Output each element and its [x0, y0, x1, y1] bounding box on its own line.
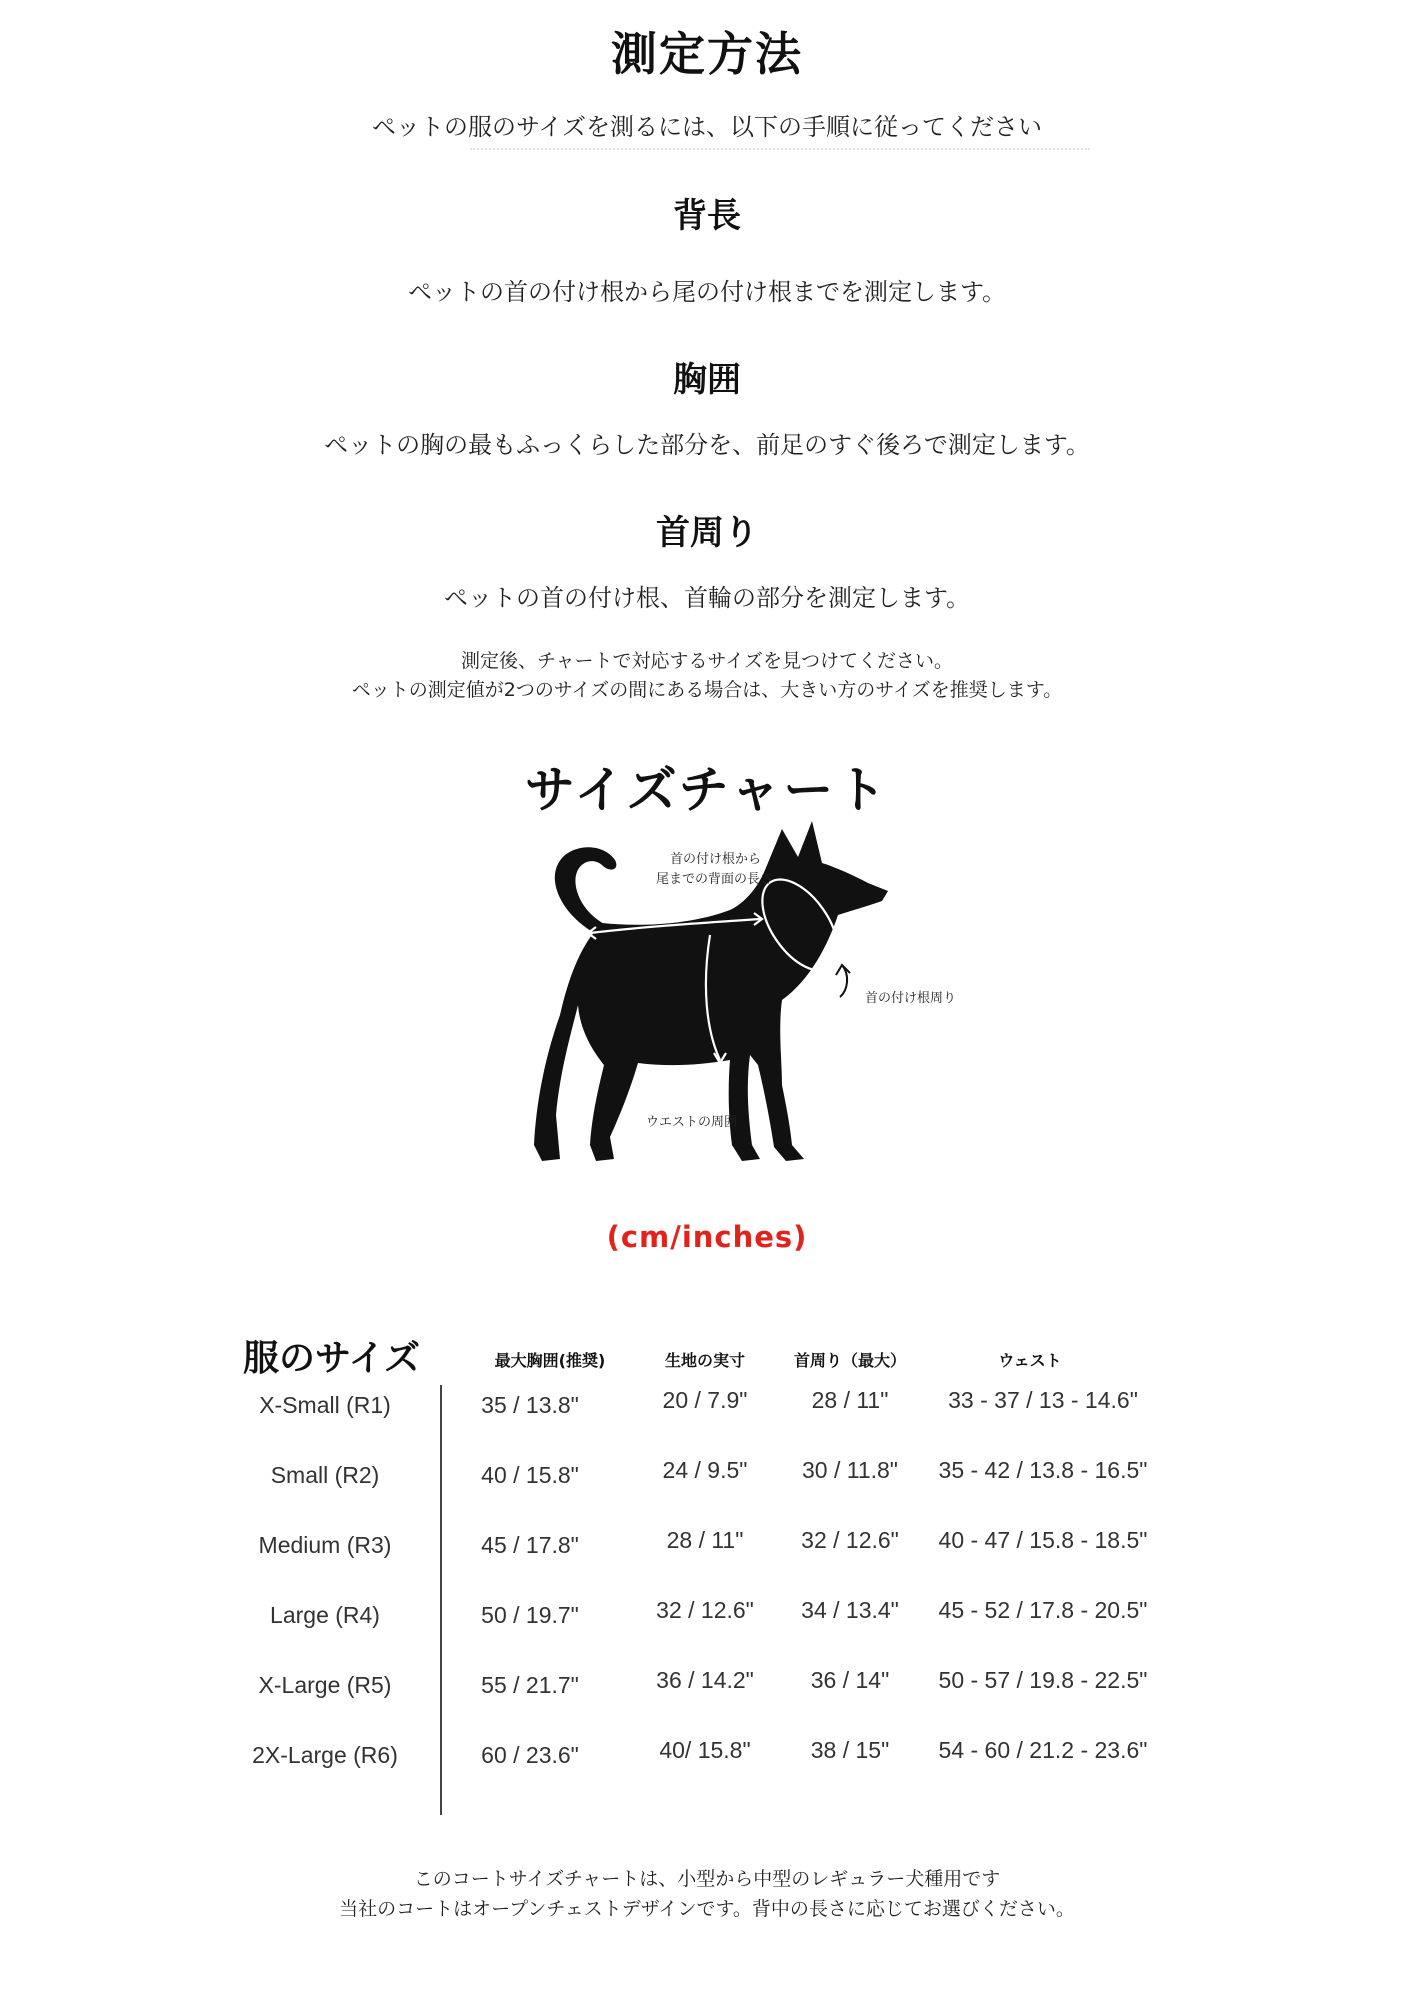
divider — [470, 148, 1090, 152]
table-cell-fabric: 36 / 14.2" — [656, 1667, 754, 1693]
back-length-label-2: 尾までの背面の長さ — [656, 872, 774, 887]
table-cell-waist: 40 - 47 / 15.8 - 18.5" — [938, 1527, 1148, 1553]
advice-line-2: ペットの測定値が2つのサイズの間にある場合は、大きい方のサイズを推奨します。 — [351, 679, 1063, 701]
waist-label: ウエストの周囲 — [646, 1115, 738, 1130]
table-cell-waist: 45 - 52 / 17.8 - 20.5" — [938, 1597, 1148, 1623]
table-cell-chest: 50 / 19.7" — [481, 1602, 579, 1628]
table-cell-neck: 36 / 14" — [810, 1667, 890, 1693]
page-title: 測定方法 — [611, 27, 803, 81]
size-table-title: 服のサイズ — [243, 1338, 421, 1379]
table-cell-fabric: 32 / 12.6" — [656, 1597, 754, 1623]
section-text-back-length: ペットの首の付け根から尾の付け根までを測定します。 — [407, 278, 1007, 306]
table-cell-chest: 60 / 23.6" — [481, 1742, 579, 1768]
table-cell-size: Small (R2) — [270, 1462, 380, 1488]
intro-text: ペットの服のサイズを測るには、以下の手順に従ってください — [371, 113, 1043, 141]
table-cell-fabric: 20 / 7.9" — [662, 1387, 748, 1413]
table-cell-size: Large (R4) — [270, 1602, 380, 1628]
table-cell-chest: 35 / 13.8" — [481, 1392, 579, 1418]
size-chart-title: サイズチャート — [524, 761, 890, 819]
table-cell-chest: 45 / 17.8" — [481, 1532, 579, 1558]
table-cell-size: X-Small (R1) — [259, 1392, 391, 1418]
dog-measurement-diagram — [520, 815, 980, 1195]
table-cell-waist: 33 - 37 / 13 - 14.6" — [948, 1387, 1138, 1413]
table-cell-chest: 40 / 15.8" — [481, 1462, 579, 1488]
table-cell-fabric: 40/ 15.8" — [659, 1737, 751, 1763]
column-header-neck: 首周り（最大） — [793, 1351, 906, 1370]
table-cell-neck: 28 / 11" — [811, 1387, 889, 1413]
table-cell-waist: 50 - 57 / 19.8 - 22.5" — [938, 1667, 1148, 1693]
table-cell-chest: 55 / 21.7" — [481, 1672, 579, 1698]
table-cell-neck: 34 / 13.4" — [801, 1597, 899, 1623]
section-heading-back-length: 背長 — [673, 196, 741, 236]
footer-line-2: 当社のコートはオープンチェストデザインです。背中の長さに応じてお選びください。 — [339, 1898, 1075, 1920]
neck-label: 首の付け根周り — [865, 991, 957, 1006]
table-cell-waist: 35 - 42 / 13.8 - 16.5" — [938, 1457, 1148, 1483]
table-cell-neck: 32 / 12.6" — [801, 1527, 899, 1553]
column-header-waist: ウェスト — [998, 1351, 1062, 1370]
size-table — [0, 1330, 1414, 1830]
table-cell-fabric: 28 / 11" — [666, 1527, 744, 1553]
section-text-neck: ペットの首の付け根、首輪の部分を測定します。 — [443, 584, 971, 612]
table-cell-neck: 30 / 11.8" — [802, 1457, 898, 1483]
table-cell-size: Medium (R3) — [258, 1532, 392, 1558]
column-header-fabric: 生地の実寸 — [664, 1351, 745, 1370]
back-length-label-1: 首の付け根から — [670, 852, 762, 867]
footer-line-1: このコートサイズチャートは、小型から中型のレギュラー犬種用です — [413, 1868, 1001, 1890]
column-header-chest: 最大胸囲(推奨) — [494, 1351, 606, 1370]
table-cell-waist: 54 - 60 / 21.2 - 23.6" — [938, 1737, 1148, 1763]
unit-label: (cm/inches) — [606, 1220, 808, 1254]
table-cell-size: X-Large (R5) — [258, 1672, 392, 1698]
table-cell-fabric: 24 / 9.5" — [662, 1457, 748, 1483]
table-cell-size: 2X-Large (R6) — [252, 1742, 398, 1768]
table-cell-neck: 38 / 15" — [810, 1737, 890, 1763]
advice-line-1: 測定後、チャートで対応するサイズを見つけてください。 — [461, 650, 953, 672]
section-heading-chest: 胸囲 — [673, 360, 741, 400]
section-text-chest: ペットの胸の最もふっくらした部分を、前足のすぐ後ろで測定します。 — [324, 431, 1090, 459]
section-heading-neck: 首周り — [656, 513, 758, 553]
